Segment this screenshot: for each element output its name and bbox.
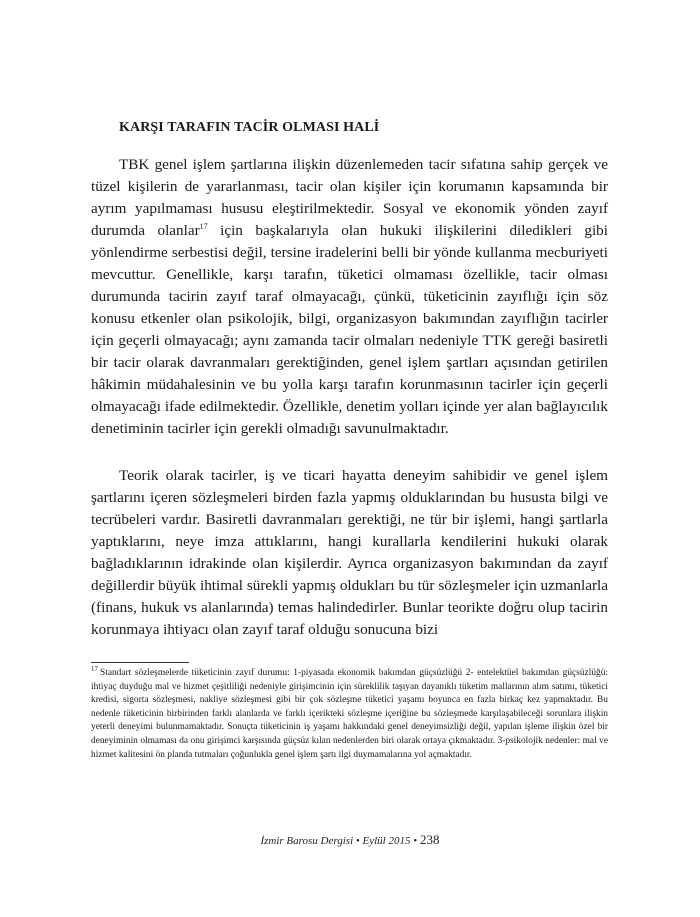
footnote-number: 17	[91, 664, 98, 673]
footnote-text: Standart sözleşmelerde tüketicinin zayıf durumu: 1-piyasada ekonomik bakımdan güçsüzlüğü 2- entelektüel bakımdan güçsüzlüğü: ihtiyaç duyduğu mal ve hizmet çeşitliliği nedeniyle girişimcinin için süreklilik taşıyan dayanıklı tüketim mallarının alım satımı, tüketici kredisi, sigorta sözleşmesi, nakliye sözleşmesi gibi bir çok sözleşme tüketici yaşamı boyunca en fazla birkaç kez yapmaktadır. Bu nedenle tüketicinin birbirinden farklı alanlarda ve farklı içerikteki sözleşme içeriğine bu sözleşmede karşılaşabileceği sorunlara ilişkin yeterli deneyimi bulunmamaktadır. Sonuçta tüketicinin iş yaşamı hakkındaki genel deneyimsizliği değil, yapılan işleme ilişkin özel bir deneyiminin olmaması da onu girişimci karşısında güçsüz kılan nedenlerden biri olarak ortaya çıkmaktadır. 3-psikolojik nedenler: mal ve hizmet kalitesini ön planda tutmaları çoğunlukla genel işlem şartı ilgi duymamalarına yol açmaktadır.	[91, 668, 608, 760]
paragraph-1	[91, 154, 608, 440]
paragraph-1-text-b: için başkalarıyla olan hukuki ilişkilerini diledikleri gibi yönlendirme serbestisi değil, tersine iradelerini belli bir yönde kullanma mecburiyeti mevcuttur. Genellikle, karşı tarafın, tüketici olmaması özellikle, tacir olması durumunda tacirin zayıf taraf olmayacağı, çünkü, tüketicinin zayıflığı için söz konusu etkenler olan psikolojik, bilgi, organizasyon bakımından zayıflığın tacirler için geçerli olmayacağı; aynı zamanda tacir olmaları nedeniyle TTK gereği basiretli bir tacir olarak davranmaları gerektiğinden, genel işlem şartları açısından getirilen hâkimin müdahalesinin ve bu yolla karşı tarafın korunmasının tacirler için geçerli olmayacağı ifade edilmektedir. Özellikle, denetim yolları içinde yer alan bağlayıcılık denetiminin tacirler için gerekli olmadığı savunulmaktadır.	[91, 222, 608, 437]
section-heading: KARŞI TARAFIN TACİR OLMASI HALİ	[119, 120, 380, 135]
paragraph-2: Teorik olarak tacirler, iş ve ticari hayatta deneyim sahibidir ve genel işlem şartlarını içeren sözleşmeleri birden fazla yapmış olduklarından bu hususta bilgi ve tecrübeleri vardır. Basiretli davranmaları gerektiği, ne tür bir işlemi, hangi şartlarla yaptıklarını, neye imza attıklarını, hangi kurallarla kendilerini hukuki olarak bağladıklarının idrakinde olan kişilerdir. Ayrıca organizasyon bakımından da zayıf değillerdir büyük ihtimal sürekli yapmış oldukları bu tür sözleşmeler için uzmanlarla (finans, hukuk vs alanlarında) temas halindedirler. Bunlar teorikte doğru olup tacirin korunmaya ihtiyacı olan zayıf taraf olduğu sonucuna bizi	[91, 467, 608, 638]
footnote-reference[interactable]: 17	[199, 221, 208, 231]
footnote	[91, 664, 608, 762]
footnote-divider	[91, 662, 189, 663]
paragraph-1-text-a: TBK genel işlem şartlarına ilişkin düzenlemeden tacir sıfatına sahip gerçek ve tüzel kişilerin de yararlanması, tacir olan kişiler için korumanın kapsamında bir ayrım yapılmaması hususu eleştirilmektedir. Sosyal ve ekonomik yönden zayıf durumda olanlar	[91, 156, 608, 239]
page-number: 238	[420, 832, 440, 847]
journal-name: İzmir Barosu Dergisi • Eylül 2015 •	[260, 835, 418, 847]
page-footer	[0, 832, 700, 848]
